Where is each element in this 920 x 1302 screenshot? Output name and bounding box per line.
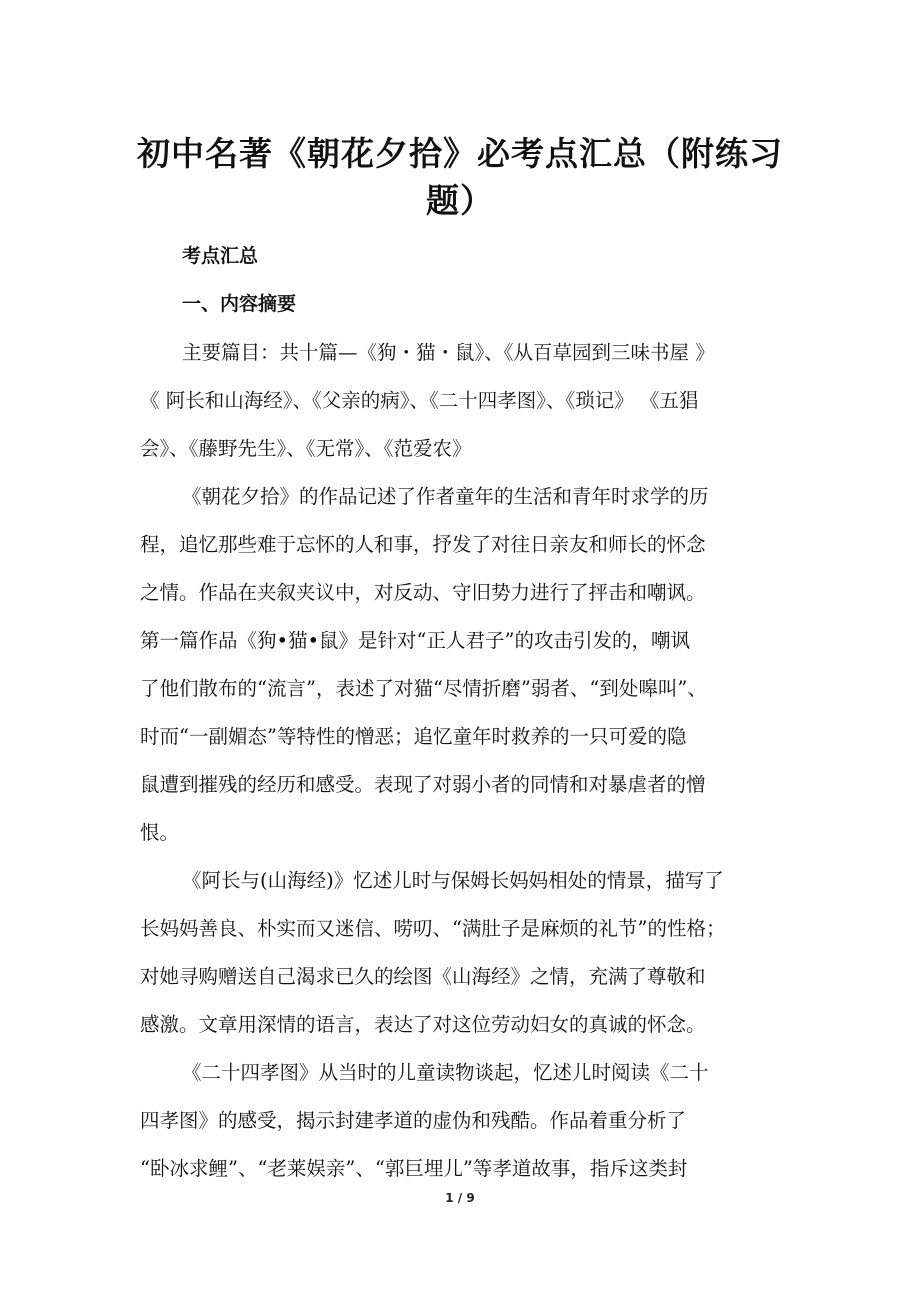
body-line: 《阿长与(山海经)》忆述儿时与保姆长妈妈相处的情景，描写了: [182, 869, 724, 892]
body-line: 长妈妈善良、朴实而又迷信、唠叨、“满肚子是麻烦的礼节”的性格；: [140, 917, 726, 940]
body-line: 第一篇作品《狗•猫•鼠》是针对“正人君子”的攻击引发的，嘲讽: [140, 629, 690, 652]
content-summary-heading: 一、内容摘要: [182, 293, 297, 315]
document-title: 初中名著《朝花夕拾》必考点汇总（附练习题）: [137, 134, 783, 220]
body-line: 《朝花夕拾》的作品记述了作者童年的生活和青年时求学的历: [182, 485, 709, 508]
body-line: 了他们散布的“流言”，表述了对猫“尽情折磨”弱者、“到处嗥叫”、: [140, 677, 707, 700]
body-line: 恨。: [140, 821, 180, 844]
body-line: 鼠遭到摧残的经历和感受。表现了对弱小者的同情和对暴虐者的憎: [140, 773, 706, 796]
body-line: 程，追忆那些难于忘怀的人和事，抒发了对往日亲友和师长的怀念: [140, 533, 706, 556]
body-line: 主要篇目：共十篇—《狗・猫・鼠》、《从百草园到三味书屋 》: [182, 341, 715, 364]
body-line: 《 阿长和山海经》、《父亲的病》、《二十四孝图》、《琐记》 《五猖: [140, 389, 699, 412]
body-line: 四孝图》的感受，揭示封建孝道的虚伪和残酷。作品着重分析了: [140, 1109, 687, 1132]
body-line: 时而“一副媚态”等特性的憎恶；追忆童年时救养的一只可爱的隐: [140, 725, 687, 748]
body-line: 会》、《藤野先生》、《无常》、《范爱农》: [140, 437, 472, 460]
page-number: 1 / 9: [445, 1191, 475, 1205]
body-line: 对她寻购赠送自己渴求已久的绘图《山海经》之情，充满了尊敬和: [140, 965, 706, 988]
summary-heading: 考点汇总: [182, 245, 259, 267]
body-line: 《二十四孝图》从当时的儿童读物谈起，忆述儿时阅读《二十: [182, 1061, 709, 1084]
body-line: “卧冰求鲤”、“老莱娱亲”、“郭巨埋儿”等孝道故事，指斥这类封: [140, 1157, 688, 1180]
body-line: 感激。文章用深情的语言，表达了对这位劳动妇女的真诚的怀念。: [140, 1013, 706, 1036]
body-line: 之情。作品在夹叙夹议中，对反动、守旧势力进行了抨击和嘲讽。: [140, 581, 706, 604]
